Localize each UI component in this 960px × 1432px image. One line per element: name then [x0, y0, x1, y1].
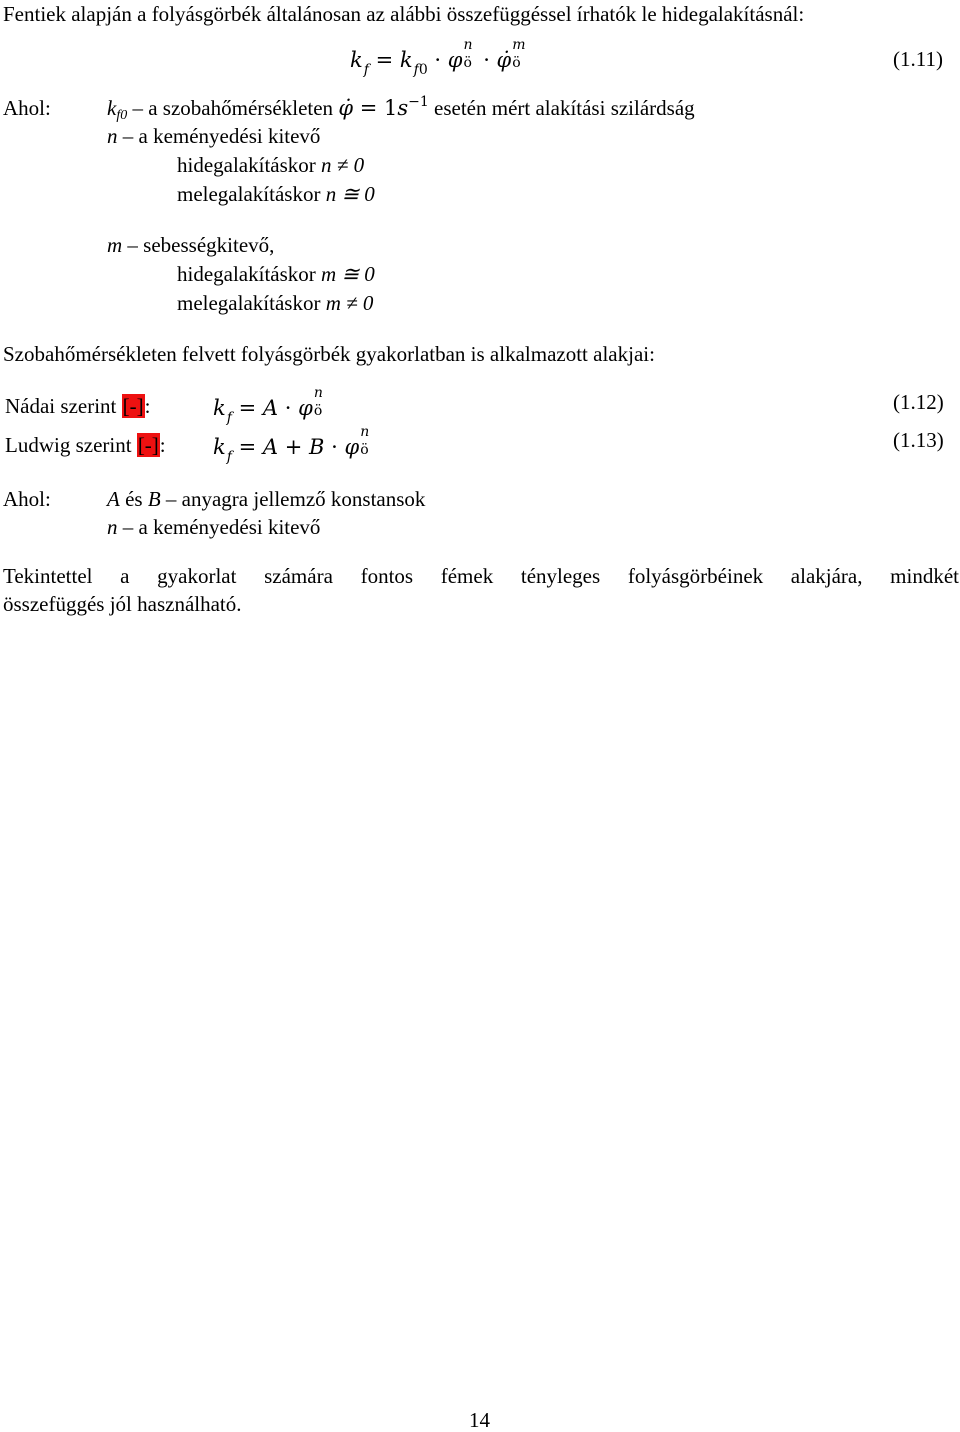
- definition-n-2: [107, 517, 320, 538]
- kf0-subscript: f0: [116, 108, 128, 123]
- equation-number-1-12: (1.12): [893, 390, 944, 414]
- n-text: – a keményedési kitevő: [117, 124, 321, 148]
- ludwig-label: [5, 435, 166, 456]
- kf0-text-1: – a szobahőmérsékleten: [127, 96, 339, 120]
- a-b-text: – anyagra jellemző konstansok: [160, 487, 426, 511]
- kf0-text-2: esetén mért alakítási szilárdság: [428, 96, 695, 120]
- definition-m: [107, 235, 274, 256]
- ludwig-colon: :: [159, 433, 166, 457]
- m-cold-expr: m ≅ 0: [321, 262, 375, 286]
- ludwig-text: Ludwig szerint: [5, 433, 137, 457]
- definition-a-b: [107, 489, 425, 510]
- equation-number-1-11: (1.11): [893, 47, 943, 71]
- nadai-colon: :: [144, 394, 151, 418]
- b-symbol: B: [147, 487, 161, 511]
- nadai-reference[interactable]: [-]: [122, 394, 144, 418]
- intro-paragraph: Fentiek alapján a folyásgörbék általánosan az alábbi összefüggéssel írhatók le hidegalakításnál:: [3, 2, 805, 26]
- m-hot-expr: m ≠ 0: [325, 291, 374, 315]
- nadai-text: Nádai szerint: [5, 394, 122, 418]
- a-symbol: A: [107, 487, 120, 511]
- ludwig-reference[interactable]: [-]: [137, 433, 159, 457]
- kf0-symbol: k: [107, 96, 117, 120]
- n-hot-expr: n ≅ 0: [325, 182, 375, 206]
- n2-text: – a keményedési kitevő: [117, 515, 321, 539]
- m-text: – sebességkitevő,: [122, 233, 275, 257]
- n-hot-text: melegalakításkor: [177, 182, 326, 206]
- definition-kf0: [107, 94, 695, 123]
- equation-1-11: $k_f = k_{f0} \cdot \varphi$ n ö · φ̇ m ö: [350, 37, 526, 78]
- ahol-label-2: Ahol:: [3, 487, 51, 511]
- page-number: 14: [469, 1408, 490, 1432]
- m-hot-forming: [177, 293, 373, 314]
- conclusion-line-2: összefüggés jól használható.: [3, 592, 242, 616]
- equation-number-1-13: (1.13): [893, 428, 944, 452]
- n-symbol: n: [107, 124, 118, 148]
- equation-1-13: $k_f = A + B \cdot \varphi$ n ö: [213, 424, 370, 465]
- strain-rate-condition: φ̇ = $1s^{-1}$: [338, 94, 429, 120]
- n-cold-expr: n ≠ 0: [321, 153, 365, 177]
- nadai-label: [5, 396, 150, 417]
- conclusion-line-1: Tekintettel a gyakorlat számára fontos fémek tényleges folyásgörbéinek alakjára, mindkét: [3, 564, 959, 588]
- m-symbol: m: [107, 233, 123, 257]
- equation-1-12: $k_f = A \cdot \varphi$ n ö: [213, 385, 323, 426]
- n-hot-forming: [177, 184, 375, 205]
- n2-symbol: n: [107, 515, 118, 539]
- definition-n: [107, 126, 320, 147]
- m-cold-forming: [177, 264, 375, 285]
- n-cold-forming: [177, 155, 364, 176]
- ahol-label: Ahol:: [3, 96, 51, 120]
- m-hot-text: melegalakításkor: [177, 291, 326, 315]
- forms-intro: Szobahőmérsékleten felvett folyásgörbék gyakorlatban is alkalmazott alakjai:: [3, 342, 655, 366]
- n-cold-text: hidegalakításkor: [177, 153, 322, 177]
- a-b-conjunction: és: [119, 487, 148, 511]
- m-cold-text: hidegalakításkor: [177, 262, 322, 286]
